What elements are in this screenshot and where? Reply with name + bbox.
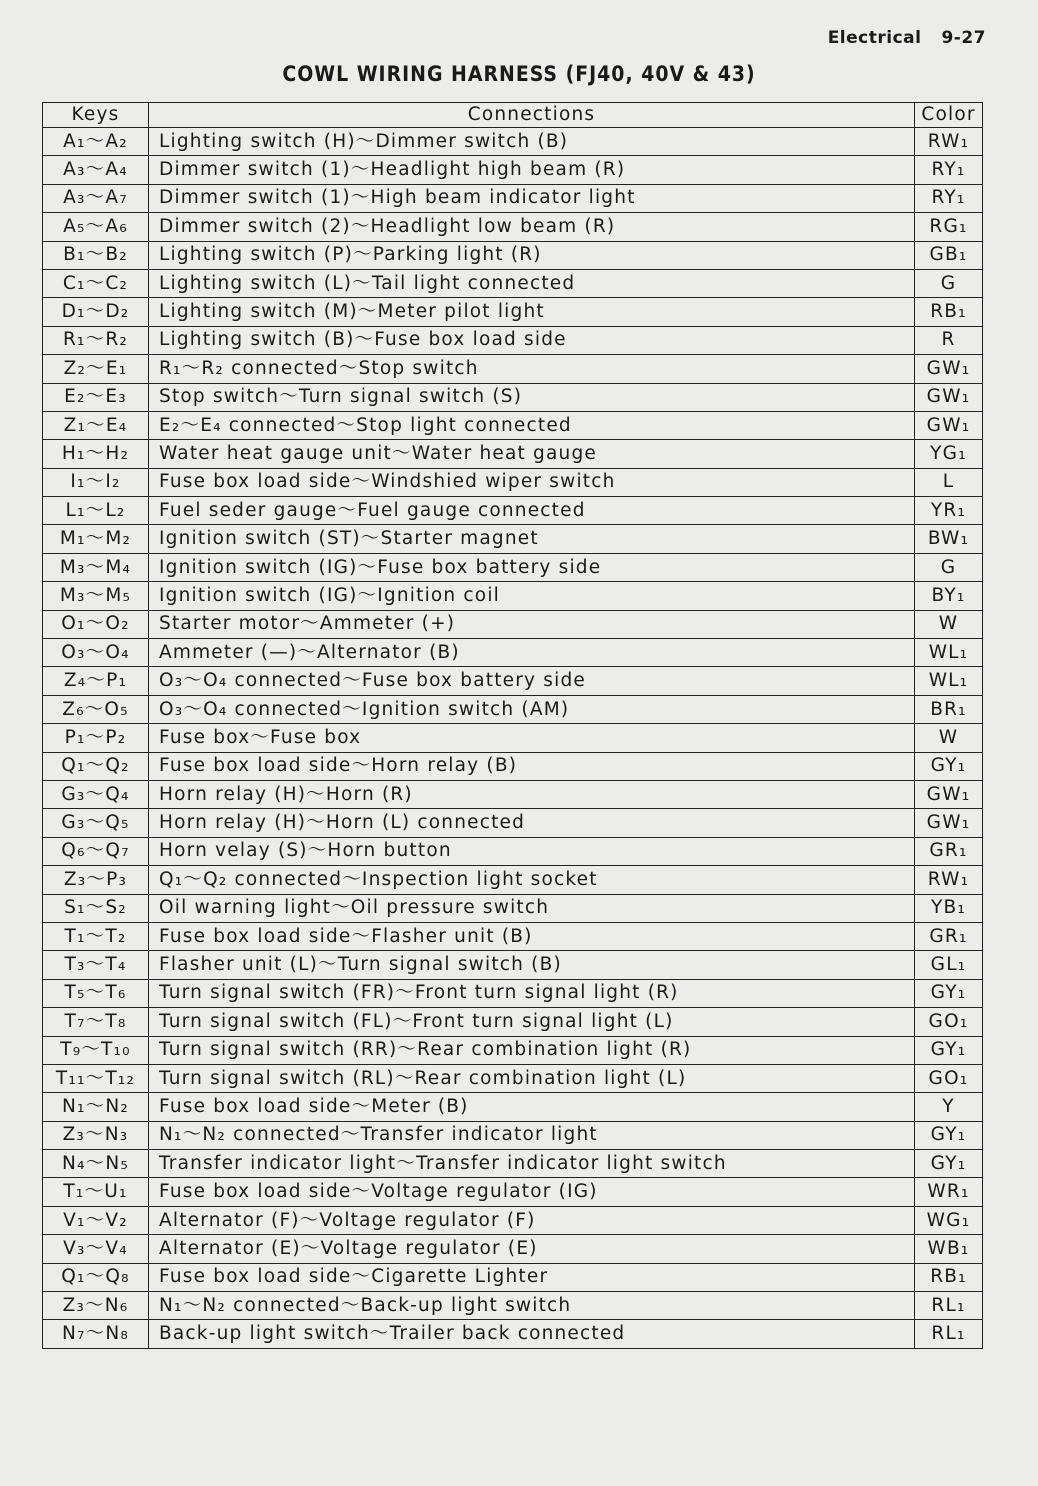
key-cell: Z₃～N₃ bbox=[43, 1121, 149, 1149]
page-title: COWL WIRING HARNESS (FJ40, 40V & 43) bbox=[282, 62, 756, 86]
connection-cell: Lighting switch (P)～Parking light (R) bbox=[149, 241, 915, 269]
connection-cell: Dimmer switch (2)～Headlight low beam (R) bbox=[149, 213, 915, 241]
connection-cell: Fuse box load side～Meter (B) bbox=[149, 1093, 915, 1121]
color-cell: WG₁ bbox=[915, 1206, 983, 1234]
table-row bbox=[43, 241, 983, 269]
table-row bbox=[43, 639, 983, 667]
key-cell: M₃～M₅ bbox=[43, 582, 149, 610]
table-row bbox=[43, 1178, 983, 1206]
key-cell: B₁～B₂ bbox=[43, 241, 149, 269]
table-row bbox=[43, 525, 983, 553]
page-number: 9-27 bbox=[941, 28, 986, 48]
table-row bbox=[43, 724, 983, 752]
color-cell: WL₁ bbox=[915, 667, 983, 695]
connection-cell: Alternator (E)～Voltage regulator (E) bbox=[149, 1235, 915, 1263]
key-cell: R₁～R₂ bbox=[43, 326, 149, 354]
table-row bbox=[43, 1121, 983, 1149]
connection-cell: Fuse box load side～Cigarette Lighter bbox=[149, 1263, 915, 1291]
connection-cell: Alternator (F)～Voltage regulator (F) bbox=[149, 1206, 915, 1234]
key-cell: G₃～Q₄ bbox=[43, 780, 149, 808]
key-cell: Q₆～Q₇ bbox=[43, 837, 149, 865]
color-cell: GW₁ bbox=[915, 780, 983, 808]
table-row bbox=[43, 1263, 983, 1291]
table-row bbox=[43, 951, 983, 979]
key-cell: O₃～O₄ bbox=[43, 639, 149, 667]
table-header-row bbox=[43, 103, 983, 128]
key-cell: Z₃～P₃ bbox=[43, 866, 149, 894]
color-cell: R bbox=[915, 326, 983, 354]
connection-cell: Flasher unit (L)～Turn signal switch (B) bbox=[149, 951, 915, 979]
color-cell: RY₁ bbox=[915, 184, 983, 212]
table-row bbox=[43, 128, 983, 156]
color-cell: GW₁ bbox=[915, 383, 983, 411]
connection-cell: Turn signal switch (RR)～Rear combination light (R) bbox=[149, 1036, 915, 1064]
key-cell: N₇～N₈ bbox=[43, 1320, 149, 1348]
connection-cell: N₁～N₂ connected～Back-up light switch bbox=[149, 1292, 915, 1320]
color-cell: WR₁ bbox=[915, 1178, 983, 1206]
table-row bbox=[43, 695, 983, 723]
table-row bbox=[43, 837, 983, 865]
color-cell: YB₁ bbox=[915, 894, 983, 922]
connection-cell: E₂～E₄ connected～Stop light connected bbox=[149, 411, 915, 439]
color-cell: RB₁ bbox=[915, 1263, 983, 1291]
key-cell: Z₄～P₁ bbox=[43, 667, 149, 695]
key-cell: V₁～V₂ bbox=[43, 1206, 149, 1234]
color-cell: GY₁ bbox=[915, 1121, 983, 1149]
color-cell: BR₁ bbox=[915, 695, 983, 723]
color-cell: RG₁ bbox=[915, 213, 983, 241]
table-row bbox=[43, 1292, 983, 1320]
key-cell: M₃～M₄ bbox=[43, 553, 149, 581]
key-cell: E₂～E₃ bbox=[43, 383, 149, 411]
key-cell: P₁～P₂ bbox=[43, 724, 149, 752]
key-cell: C₁～C₂ bbox=[43, 269, 149, 297]
connection-cell: Q₁～Q₂ connected～Inspection light socket bbox=[149, 866, 915, 894]
color-cell: GY₁ bbox=[915, 752, 983, 780]
color-cell: RY₁ bbox=[915, 156, 983, 184]
color-cell: L bbox=[915, 468, 983, 496]
table-row bbox=[43, 1235, 983, 1263]
color-cell: GY₁ bbox=[915, 1036, 983, 1064]
key-cell: I₁～I₂ bbox=[43, 468, 149, 496]
table-row bbox=[43, 1320, 983, 1348]
key-cell: T₅～T₆ bbox=[43, 979, 149, 1007]
color-cell: W bbox=[915, 724, 983, 752]
table-row bbox=[43, 383, 983, 411]
column-header-keys: Keys bbox=[43, 103, 149, 128]
key-cell: Q₁～Q₈ bbox=[43, 1263, 149, 1291]
color-cell: Y bbox=[915, 1093, 983, 1121]
connection-cell: O₃～O₄ connected～Ignition switch (AM) bbox=[149, 695, 915, 723]
table-row bbox=[43, 1008, 983, 1036]
table-row bbox=[43, 1150, 983, 1178]
connection-cell: Lighting switch (M)～Meter pilot light bbox=[149, 298, 915, 326]
color-cell: GW₁ bbox=[915, 809, 983, 837]
color-cell: YR₁ bbox=[915, 497, 983, 525]
color-cell: GR₁ bbox=[915, 837, 983, 865]
table-row bbox=[43, 497, 983, 525]
key-cell: G₃～Q₅ bbox=[43, 809, 149, 837]
connection-cell: N₁～N₂ connected～Transfer indicator light bbox=[149, 1121, 915, 1149]
connection-cell: Fuse box～Fuse box bbox=[149, 724, 915, 752]
table-row bbox=[43, 752, 983, 780]
column-header-connections: Connections bbox=[149, 103, 915, 128]
key-cell: A₅～A₆ bbox=[43, 213, 149, 241]
table-row bbox=[43, 298, 983, 326]
table-row bbox=[43, 1093, 983, 1121]
table-row bbox=[43, 326, 983, 354]
page-header bbox=[828, 28, 986, 48]
connection-cell: Horn relay (H)～Horn (L) connected bbox=[149, 809, 915, 837]
key-cell: N₄～N₅ bbox=[43, 1150, 149, 1178]
key-cell: Z₁～E₄ bbox=[43, 411, 149, 439]
connection-cell: Water heat gauge unit～Water heat gauge bbox=[149, 440, 915, 468]
color-cell: RW₁ bbox=[915, 128, 983, 156]
color-cell: GO₁ bbox=[915, 1008, 983, 1036]
table-row bbox=[43, 610, 983, 638]
connection-cell: Fuse box load side～Voltage regulator (IG) bbox=[149, 1178, 915, 1206]
color-cell: G bbox=[915, 553, 983, 581]
color-cell: GR₁ bbox=[915, 922, 983, 950]
connection-cell: Ignition switch (IG)～Fuse box battery side bbox=[149, 553, 915, 581]
table-row bbox=[43, 922, 983, 950]
table-row bbox=[43, 894, 983, 922]
color-cell: RL₁ bbox=[915, 1292, 983, 1320]
table-row bbox=[43, 156, 983, 184]
table-row bbox=[43, 553, 983, 581]
color-cell: GW₁ bbox=[915, 411, 983, 439]
color-cell: GW₁ bbox=[915, 355, 983, 383]
connection-cell: Fuse box load side～Horn relay (B) bbox=[149, 752, 915, 780]
table-row bbox=[43, 1036, 983, 1064]
connection-cell: Lighting switch (H)～Dimmer switch (B) bbox=[149, 128, 915, 156]
color-cell: GY₁ bbox=[915, 1150, 983, 1178]
table-row bbox=[43, 355, 983, 383]
connection-cell: Dimmer switch (1)～Headlight high beam (R) bbox=[149, 156, 915, 184]
key-cell: Q₁～Q₂ bbox=[43, 752, 149, 780]
key-cell: T₁₁～T₁₂ bbox=[43, 1064, 149, 1092]
color-cell: GB₁ bbox=[915, 241, 983, 269]
section-name: Electrical bbox=[827, 28, 922, 48]
wiring-harness-table bbox=[42, 102, 983, 1349]
connection-cell: R₁～R₂ connected～Stop switch bbox=[149, 355, 915, 383]
connection-cell: Horn velay (S)～Horn button bbox=[149, 837, 915, 865]
connection-cell: Ignition switch (IG)～Ignition coil bbox=[149, 582, 915, 610]
table-row bbox=[43, 213, 983, 241]
color-cell: BW₁ bbox=[915, 525, 983, 553]
connection-cell: Lighting switch (B)～Fuse box load side bbox=[149, 326, 915, 354]
table-row bbox=[43, 440, 983, 468]
table-row bbox=[43, 411, 983, 439]
key-cell: A₃～A₄ bbox=[43, 156, 149, 184]
table-row bbox=[43, 780, 983, 808]
color-cell: RB₁ bbox=[915, 298, 983, 326]
connection-cell: Back-up light switch～Trailer back connected bbox=[149, 1320, 915, 1348]
table-row bbox=[43, 809, 983, 837]
connection-cell: Ammeter (—)～Alternator (B) bbox=[149, 639, 915, 667]
column-header-color: Color bbox=[915, 103, 983, 128]
key-cell: S₁～S₂ bbox=[43, 894, 149, 922]
connection-cell: Fuel seder gauge～Fuel gauge connected bbox=[149, 497, 915, 525]
key-cell: M₁～M₂ bbox=[43, 525, 149, 553]
key-cell: N₁～N₂ bbox=[43, 1093, 149, 1121]
connection-cell: Fuse box load side～Flasher unit (B) bbox=[149, 922, 915, 950]
color-cell: GL₁ bbox=[915, 951, 983, 979]
connection-cell: Transfer indicator light～Transfer indicator light switch bbox=[149, 1150, 915, 1178]
key-cell: O₁～O₂ bbox=[43, 610, 149, 638]
key-cell: T₁～T₂ bbox=[43, 922, 149, 950]
color-cell: RW₁ bbox=[915, 866, 983, 894]
connection-cell: Lighting switch (L)～Tail light connected bbox=[149, 269, 915, 297]
color-cell: GY₁ bbox=[915, 979, 983, 1007]
connection-cell: Stop switch～Turn signal switch (S) bbox=[149, 383, 915, 411]
color-cell: GO₁ bbox=[915, 1064, 983, 1092]
color-cell: G bbox=[915, 269, 983, 297]
key-cell: H₁～H₂ bbox=[43, 440, 149, 468]
key-cell: T₇～T₈ bbox=[43, 1008, 149, 1036]
table-row bbox=[43, 468, 983, 496]
connection-cell: O₃～O₄ connected～Fuse box battery side bbox=[149, 667, 915, 695]
connection-cell: Starter motor～Ammeter (+) bbox=[149, 610, 915, 638]
connection-cell: Turn signal switch (FL)～Front turn signal light (L) bbox=[149, 1008, 915, 1036]
connection-cell: Dimmer switch (1)～High beam indicator light bbox=[149, 184, 915, 212]
color-cell: BY₁ bbox=[915, 582, 983, 610]
color-cell: WB₁ bbox=[915, 1235, 983, 1263]
table-row bbox=[43, 1064, 983, 1092]
key-cell: T₁～U₁ bbox=[43, 1178, 149, 1206]
table-row bbox=[43, 866, 983, 894]
key-cell: T₃～T₄ bbox=[43, 951, 149, 979]
color-cell: WL₁ bbox=[915, 639, 983, 667]
key-cell: D₁～D₂ bbox=[43, 298, 149, 326]
table-row bbox=[43, 667, 983, 695]
connection-cell: Turn signal switch (FR)～Front turn signal light (R) bbox=[149, 979, 915, 1007]
table-row bbox=[43, 1206, 983, 1234]
key-cell: A₁～A₂ bbox=[43, 128, 149, 156]
key-cell: V₃～V₄ bbox=[43, 1235, 149, 1263]
key-cell: T₉～T₁₀ bbox=[43, 1036, 149, 1064]
key-cell: A₃～A₇ bbox=[43, 184, 149, 212]
color-cell: W bbox=[915, 610, 983, 638]
connection-cell: Horn relay (H)～Horn (R) bbox=[149, 780, 915, 808]
table-row bbox=[43, 582, 983, 610]
connection-cell: Oil warning light～Oil pressure switch bbox=[149, 894, 915, 922]
table-row bbox=[43, 979, 983, 1007]
connection-cell: Ignition switch (ST)～Starter magnet bbox=[149, 525, 915, 553]
key-cell: Z₂～E₁ bbox=[43, 355, 149, 383]
table-row bbox=[43, 269, 983, 297]
color-cell: YG₁ bbox=[915, 440, 983, 468]
connection-cell: Turn signal switch (RL)～Rear combination light (L) bbox=[149, 1064, 915, 1092]
key-cell: Z₆～O₅ bbox=[43, 695, 149, 723]
color-cell: RL₁ bbox=[915, 1320, 983, 1348]
key-cell: L₁～L₂ bbox=[43, 497, 149, 525]
table-row bbox=[43, 184, 983, 212]
key-cell: Z₃～N₆ bbox=[43, 1292, 149, 1320]
connection-cell: Fuse box load side～Windshied wiper switch bbox=[149, 468, 915, 496]
